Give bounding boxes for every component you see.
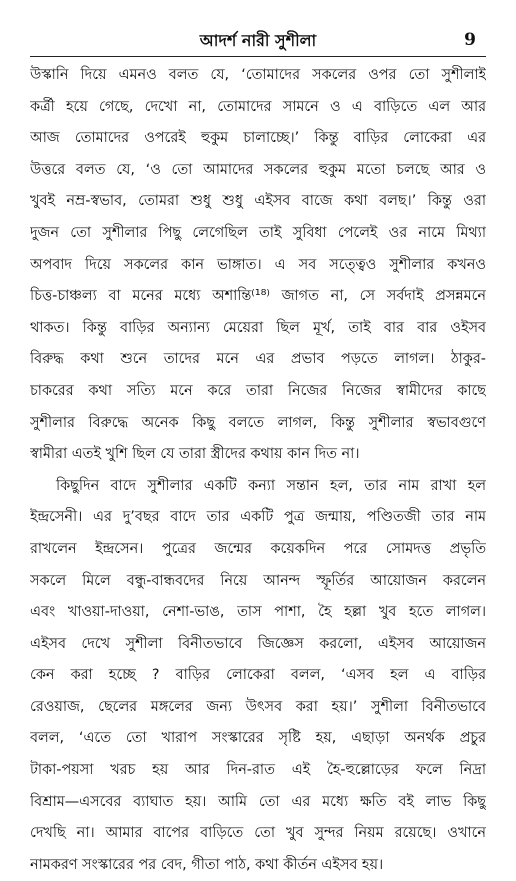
text-line: আজ তোমাদের ওপরেই হুকুম চালাচ্ছে।’ কিন্তু বাড়ির লোকেরা এর (30, 130, 486, 147)
text-line: বিশ্রাম—এসবের ব্যাঘাত হয়। আমি তো এর মধ্যে ক্ষতি বই লাভ কিছু (30, 793, 486, 810)
text-line: উত্তরে বলত যে, ‘ও তো আমাদের সকলের হুকুম মতো চলছে আর ও (30, 161, 486, 178)
text-line: রেওয়াজ, ছেলের মঙ্গলের জন্য উৎসব করা হয়।’ সুশীলা বিনীতভাবে (30, 698, 486, 715)
text-line: দেখছি না। আমার বাপের বাড়িতে তো খুব সুন্দর নিয়ম রয়েছে। ওখানে (30, 825, 486, 842)
text-line: চাকরের কথা সত্যি মনে করে তারা নিজের নিজের স্বামীদের কাছে (30, 382, 486, 399)
text-line: কেন করা হচ্ছে ? বাড়ির লোকেরা বলল, ‘এসব হল এ বাড়ির (30, 667, 486, 684)
text-line: স্বামীরা এতই খুশি ছিল যে তারা স্ত্রীদের কথায় কান দিত না। (30, 446, 360, 463)
text-line: সুশীলার বিরুদ্ধে অনেক কিছু বলতে লাগল, কিন্তু সুশীলার স্বভাবগুণে (30, 414, 486, 431)
text-line: দুজন তো সুশীলার পিছু লেগেছিল তাই সুবিধা পেলেই ওর নামে মিথ্যা (30, 224, 486, 241)
text-line: নামকরণ সংস্কারের পর বেদ, গীতা পাঠ, কথা কীর্তন এইসব হয়। (30, 856, 384, 873)
book-title: আদর্শ নারী সুশীলা (199, 31, 317, 50)
text-line: কিছুদিন বাদে সুশীলার একটি কন্যা সন্তান হল, তার নাম রাখা হল (56, 477, 486, 494)
paragraph-1 (30, 60, 486, 471)
page-number: 9 (464, 30, 476, 50)
text-line: কর্ত্রী হয়ে গেছে, দেখো না, তোমাদের সামনে ও এ বাড়িতে এল আর (30, 98, 486, 115)
text-line: টাকা-পয়সা খরচ হয় আর দিন-রাত এই হৈ-হুল্লোড়ের ফলে নিদ্রা (30, 762, 486, 779)
text-line: ইন্দ্রসেনী। এর দু’বছর বাদে তার একটি পুত্র জন্মায়, পণ্ডিতজী তার নাম (30, 509, 486, 526)
running-header (30, 26, 486, 57)
text-line: রাখলেন ইন্দ্রসেন। পুত্রের জন্মের কয়েকদিন পরে সোমদত্ত প্রভৃতি (30, 540, 486, 557)
body-text (30, 60, 486, 881)
text-line: এবং খাওয়া-দাওয়া, নেশা-ভাঙ, তাস পাশা, হৈ হল্লা খুব হতে লাগল। (30, 604, 486, 621)
text-line: খুবই নম্র-স্বভাব, তোমরা শুধু শুধু এইসব বাজে কথা বলছ।’ কিন্তু ওরা (30, 193, 486, 210)
text-line: অপবাদ দিয়ে সকলের কান ভাঙ্গাত। এ সব সত্ত্বেও সুশীলার কখনও (30, 256, 486, 273)
text-line: এইসব দেখে সুশীলা বিনীতভাবে জিজ্ঞেস করলো, এইসব আয়োজন (30, 635, 486, 652)
text-line: চিত্ত-চাঞ্চল্য বা মনের মধ্যে অশান্তি⁽¹⁸⁾ জাগত না, সে সর্বদাই প্রসন্নমনে (30, 288, 486, 305)
text-line: সকলে মিলে বন্ধু-বান্ধবদের নিয়ে আনন্দ স্ফূর্তির আয়োজন করলেন (30, 572, 486, 589)
text-line: থাকত। কিন্তু বাড়ির অন্যান্য মেয়েরা ছিল মূর্খ, তাই বার বার ওইসব (30, 319, 486, 336)
paragraph-2 (30, 471, 486, 881)
text-line: বলল, ‘এতে তো খারাপ সংস্কারের সৃষ্টি হয়, এছাড়া অনর্থক প্রচুর (30, 730, 486, 747)
text-line: উস্কানি দিয়ে এমনও বলত যে, ‘তোমাদের সকলের ওপর তো সুশীলাই (30, 67, 486, 83)
text-line: বিরুদ্ধ কথা শুনে তাদের মনে এর প্রভাব পড়তে লাগল। ঠাকুর- (30, 351, 486, 368)
